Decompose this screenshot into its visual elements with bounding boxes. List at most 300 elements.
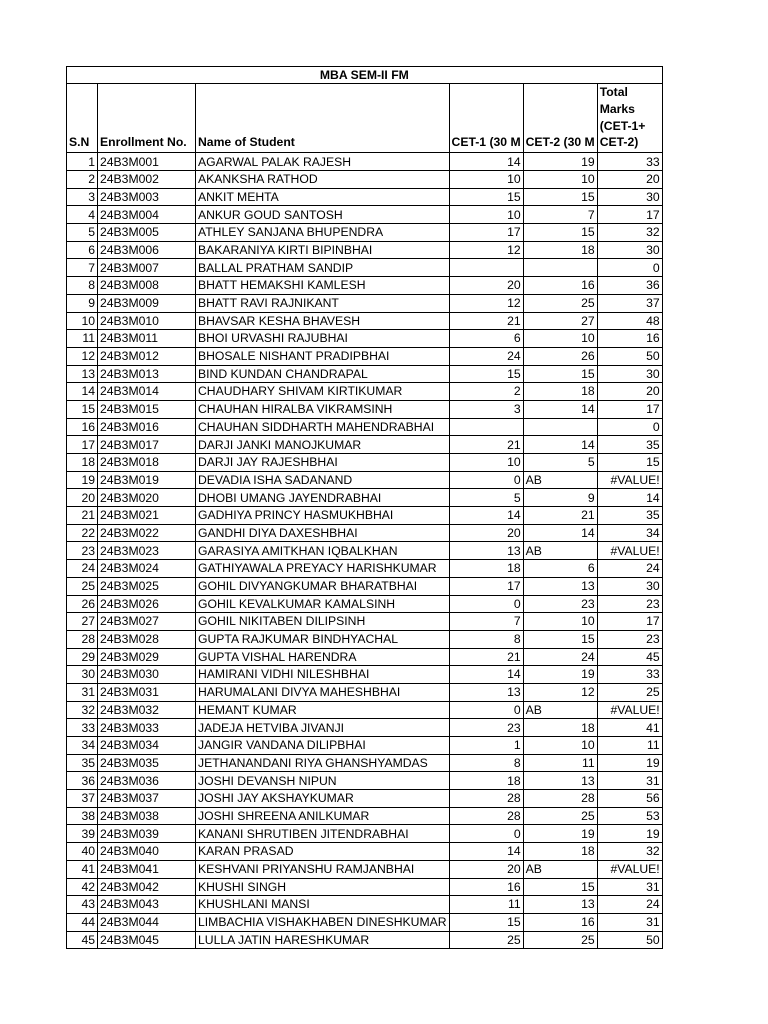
cell-student-name[interactable]: HAMIRANI VIDHI NILESHBHAI (196, 666, 450, 684)
cell-enrollment[interactable]: 24B3M017 (98, 436, 196, 454)
cell-cet1[interactable] (449, 259, 523, 277)
cell-student-name[interactable]: ANKIT MEHTA (196, 188, 450, 206)
cell-student-name[interactable]: ANKUR GOUD SANTOSH (196, 206, 450, 224)
cell-cet1[interactable]: 20 (449, 860, 523, 878)
cell-cet2[interactable]: 24 (523, 648, 597, 666)
cell-student-name[interactable]: DEVADIA ISHA SADANAND (196, 471, 450, 489)
cell-student-name[interactable]: LULLA JATIN HARESHKUMAR (196, 931, 450, 949)
cell-sn[interactable]: 37 (67, 790, 98, 808)
table-row (67, 383, 663, 401)
cell-total[interactable]: 32 (597, 843, 662, 861)
cell-cet1[interactable]: 17 (449, 224, 523, 242)
cell-cet2[interactable]: 28 (523, 790, 597, 808)
cell-enrollment[interactable]: 24B3M020 (98, 489, 196, 507)
table-row (67, 683, 663, 701)
cell-cet1[interactable]: 14 (449, 843, 523, 861)
cell-total[interactable]: 15 (597, 454, 662, 472)
cell-total[interactable]: 30 (597, 188, 662, 206)
cell-student-name[interactable]: HEMANT KUMAR (196, 701, 450, 719)
cell-student-name[interactable]: DHOBI UMANG JAYENDRABHAI (196, 489, 450, 507)
cell-sn[interactable]: 42 (67, 878, 98, 896)
cell-student-name[interactable]: GOHIL KEVALKUMAR KAMALSINH (196, 595, 450, 613)
cell-sn[interactable]: 2 (67, 171, 98, 189)
cell-enrollment[interactable]: 24B3M002 (98, 171, 196, 189)
cell-cet1[interactable]: 23 (449, 719, 523, 737)
cell-cet1[interactable]: 20 (449, 277, 523, 295)
cell-sn[interactable]: 20 (67, 489, 98, 507)
cell-sn[interactable]: 7 (67, 259, 98, 277)
cell-cet1[interactable]: 15 (449, 913, 523, 931)
cell-total[interactable]: 34 (597, 524, 662, 542)
cell-sn[interactable]: 28 (67, 630, 98, 648)
cell-cet2[interactable]: 6 (523, 560, 597, 578)
cell-cet2[interactable]: 13 (523, 577, 597, 595)
cell-sn[interactable]: 9 (67, 294, 98, 312)
cell-cet2[interactable]: 18 (523, 383, 597, 401)
cell-cet2[interactable]: 19 (523, 666, 597, 684)
cell-sn[interactable]: 29 (67, 648, 98, 666)
cell-student-name[interactable]: LIMBACHIA VISHAKHABEN DINESHKUMAR (196, 913, 450, 931)
cell-total[interactable]: 31 (597, 772, 662, 790)
cell-student-name[interactable]: HARUMALANI DIVYA MAHESHBHAI (196, 683, 450, 701)
cell-sn[interactable]: 17 (67, 436, 98, 454)
cell-cet1[interactable]: 21 (449, 648, 523, 666)
cell-total[interactable]: 11 (597, 737, 662, 755)
header-cet2[interactable]: CET-2 (30 M (523, 84, 597, 153)
cell-student-name[interactable]: KESHVANI PRIYANSHU RAMJANBHAI (196, 860, 450, 878)
cell-enrollment[interactable]: 24B3M042 (98, 878, 196, 896)
cell-enrollment[interactable]: 24B3M045 (98, 931, 196, 949)
cell-sn[interactable]: 19 (67, 471, 98, 489)
cell-sn[interactable]: 30 (67, 666, 98, 684)
cell-sn[interactable]: 13 (67, 365, 98, 383)
cell-student-name[interactable]: CHAUDHARY SHIVAM KIRTIKUMAR (196, 383, 450, 401)
cell-total[interactable]: 30 (597, 577, 662, 595)
cell-cet1[interactable]: 25 (449, 931, 523, 949)
cell-cet1[interactable]: 11 (449, 896, 523, 914)
cell-sn[interactable]: 34 (67, 737, 98, 755)
cell-total[interactable]: 48 (597, 312, 662, 330)
cell-enrollment[interactable]: 24B3M018 (98, 454, 196, 472)
cell-total[interactable]: #VALUE! (597, 860, 662, 878)
cell-cet2[interactable]: 12 (523, 683, 597, 701)
cell-cet2[interactable]: 10 (523, 330, 597, 348)
cell-cet1[interactable]: 14 (449, 153, 523, 171)
table-row (67, 790, 663, 808)
cell-cet2[interactable]: 9 (523, 489, 597, 507)
cell-cet1[interactable]: 16 (449, 878, 523, 896)
cell-enrollment[interactable]: 24B3M031 (98, 683, 196, 701)
cell-cet1[interactable]: 12 (449, 241, 523, 259)
cell-cet1[interactable]: 18 (449, 560, 523, 578)
cell-sn[interactable]: 12 (67, 347, 98, 365)
cell-student-name[interactable]: AKANKSHA RATHOD (196, 171, 450, 189)
cell-enrollment[interactable]: 24B3M023 (98, 542, 196, 560)
cell-total[interactable]: 17 (597, 400, 662, 418)
cell-enrollment[interactable]: 24B3M043 (98, 896, 196, 914)
cell-student-name[interactable]: KHUSHLANI MANSI (196, 896, 450, 914)
cell-cet2[interactable]: 23 (523, 595, 597, 613)
cell-total[interactable]: 36 (597, 277, 662, 295)
cell-total[interactable]: 0 (597, 418, 662, 436)
cell-cet2[interactable]: 7 (523, 206, 597, 224)
cell-student-name[interactable]: BAKARANIYA KIRTI BIPINBHAI (196, 241, 450, 259)
table-row (67, 560, 663, 578)
cell-cet2[interactable]: 14 (523, 524, 597, 542)
cell-enrollment[interactable]: 24B3M026 (98, 595, 196, 613)
cell-total[interactable]: 25 (597, 683, 662, 701)
cell-cet2[interactable]: 14 (523, 400, 597, 418)
table-row (67, 507, 663, 525)
cell-cet2[interactable]: 15 (523, 224, 597, 242)
cell-sn[interactable]: 3 (67, 188, 98, 206)
cell-student-name[interactable]: BALLAL PRATHAM SANDIP (196, 259, 450, 277)
cell-student-name[interactable]: CHAUHAN SIDDHARTH MAHENDRABHAI (196, 418, 450, 436)
table-row (67, 277, 663, 295)
cell-cet2[interactable]: 19 (523, 825, 597, 843)
cell-sn[interactable]: 16 (67, 418, 98, 436)
table-row (67, 772, 663, 790)
cell-cet1[interactable]: 2 (449, 383, 523, 401)
cell-total[interactable]: 30 (597, 241, 662, 259)
cell-sn[interactable]: 40 (67, 843, 98, 861)
cell-total[interactable]: 30 (597, 365, 662, 383)
cell-cet1[interactable]: 15 (449, 365, 523, 383)
table-row (67, 436, 663, 454)
cell-student-name[interactable]: GOHIL DIVYANGKUMAR BHARATBHAI (196, 577, 450, 595)
cell-enrollment[interactable]: 24B3M005 (98, 224, 196, 242)
cell-cet1[interactable]: 17 (449, 577, 523, 595)
cell-sn[interactable]: 21 (67, 507, 98, 525)
cell-cet1[interactable]: 5 (449, 489, 523, 507)
cell-enrollment[interactable]: 24B3M016 (98, 418, 196, 436)
cell-student-name[interactable]: JANGIR VANDANA DILIPBHAI (196, 737, 450, 755)
cell-sn[interactable]: 10 (67, 312, 98, 330)
cell-cet1[interactable]: 21 (449, 436, 523, 454)
cell-total[interactable]: 19 (597, 825, 662, 843)
cell-cet1[interactable]: 28 (449, 790, 523, 808)
cell-student-name[interactable]: BHOI URVASHI RAJUBHAI (196, 330, 450, 348)
cell-sn[interactable]: 27 (67, 613, 98, 631)
cell-cet2[interactable]: 14 (523, 436, 597, 454)
cell-cet1[interactable]: 28 (449, 807, 523, 825)
cell-cet2[interactable]: 5 (523, 454, 597, 472)
cell-student-name[interactable]: BHOSALE NISHANT PRADIPBHAI (196, 347, 450, 365)
cell-total[interactable]: 20 (597, 383, 662, 401)
table-row (67, 666, 663, 684)
cell-total[interactable]: 20 (597, 171, 662, 189)
table-row (67, 206, 663, 224)
cell-student-name[interactable]: JOSHI JAY AKSHAYKUMAR (196, 790, 450, 808)
cell-cet2[interactable]: 10 (523, 613, 597, 631)
header-total-marks[interactable]: Total Marks (CET-1+ CET-2) (597, 84, 662, 153)
cell-cet1[interactable]: 7 (449, 613, 523, 631)
cell-sn[interactable]: 11 (67, 330, 98, 348)
cell-sn[interactable]: 32 (67, 701, 98, 719)
cell-total[interactable]: 14 (597, 489, 662, 507)
cell-total[interactable]: 53 (597, 807, 662, 825)
cell-enrollment[interactable]: 24B3M044 (98, 913, 196, 931)
cell-enrollment[interactable]: 24B3M001 (98, 153, 196, 171)
cell-total[interactable]: 56 (597, 790, 662, 808)
cell-student-name[interactable]: KANANI SHRUTIBEN JITENDRABHAI (196, 825, 450, 843)
cell-sn[interactable]: 18 (67, 454, 98, 472)
cell-cet2[interactable]: 16 (523, 913, 597, 931)
cell-cet1[interactable]: 12 (449, 294, 523, 312)
cell-enrollment[interactable]: 24B3M011 (98, 330, 196, 348)
cell-student-name[interactable]: BIND KUNDAN CHANDRAPAL (196, 365, 450, 383)
table-row (67, 807, 663, 825)
cell-cet2[interactable]: 10 (523, 171, 597, 189)
cell-total[interactable]: 23 (597, 630, 662, 648)
cell-enrollment[interactable]: 24B3M012 (98, 347, 196, 365)
cell-cet2[interactable]: 27 (523, 312, 597, 330)
cell-student-name[interactable]: CHAUHAN HIRALBA VIKRAMSINH (196, 400, 450, 418)
cell-cet2[interactable]: 13 (523, 772, 597, 790)
cell-cet1[interactable]: 8 (449, 754, 523, 772)
cell-cet1[interactable]: 10 (449, 171, 523, 189)
cell-cet1[interactable]: 0 (449, 701, 523, 719)
cell-sn[interactable]: 45 (67, 931, 98, 949)
cell-cet1[interactable]: 6 (449, 330, 523, 348)
cell-total[interactable]: 24 (597, 560, 662, 578)
cell-sn[interactable]: 6 (67, 241, 98, 259)
cell-student-name[interactable]: JETHANANDANI RIYA GHANSHYAMDAS (196, 754, 450, 772)
cell-cet1[interactable]: 10 (449, 206, 523, 224)
cell-enrollment[interactable]: 24B3M037 (98, 790, 196, 808)
cell-student-name[interactable]: BHATT HEMAKSHI KAMLESH (196, 277, 450, 295)
cell-enrollment[interactable]: 24B3M006 (98, 241, 196, 259)
cell-cet1[interactable]: 14 (449, 666, 523, 684)
cell-enrollment[interactable]: 24B3M038 (98, 807, 196, 825)
cell-cet1[interactable]: 3 (449, 400, 523, 418)
cell-student-name[interactable]: JADEJA HETVIBA JIVANJI (196, 719, 450, 737)
cell-enrollment[interactable]: 24B3M034 (98, 737, 196, 755)
cell-cet1[interactable]: 10 (449, 454, 523, 472)
cell-total[interactable]: 0 (597, 259, 662, 277)
cell-total[interactable]: 31 (597, 878, 662, 896)
cell-sn[interactable]: 1 (67, 153, 98, 171)
cell-cet2[interactable]: 13 (523, 896, 597, 914)
cell-total[interactable]: 17 (597, 206, 662, 224)
cell-sn[interactable]: 14 (67, 383, 98, 401)
cell-student-name[interactable]: JOSHI SHREENA ANILKUMAR (196, 807, 450, 825)
cell-sn[interactable]: 33 (67, 719, 98, 737)
cell-student-name[interactable]: GARASIYA AMITKHAN IQBALKHAN (196, 542, 450, 560)
cell-cet2[interactable]: 16 (523, 277, 597, 295)
cell-student-name[interactable]: AGARWAL PALAK RAJESH (196, 153, 450, 171)
cell-sn[interactable]: 44 (67, 913, 98, 931)
cell-enrollment[interactable]: 24B3M022 (98, 524, 196, 542)
cell-enrollment[interactable]: 24B3M027 (98, 613, 196, 631)
cell-cet2[interactable]: 10 (523, 737, 597, 755)
cell-cet1[interactable]: 1 (449, 737, 523, 755)
cell-sn[interactable]: 23 (67, 542, 98, 560)
cell-sn[interactable]: 39 (67, 825, 98, 843)
cell-total[interactable]: 32 (597, 224, 662, 242)
cell-sn[interactable]: 8 (67, 277, 98, 295)
cell-sn[interactable]: 25 (67, 577, 98, 595)
cell-sn[interactable]: 38 (67, 807, 98, 825)
cell-cet2[interactable]: 15 (523, 365, 597, 383)
cell-total[interactable]: 33 (597, 666, 662, 684)
header-enrollment[interactable]: Enrollment No. (98, 84, 196, 153)
cell-student-name[interactable]: ATHLEY SANJANA BHUPENDRA (196, 224, 450, 242)
cell-cet1[interactable]: 20 (449, 524, 523, 542)
cell-enrollment[interactable]: 24B3M039 (98, 825, 196, 843)
cell-sn[interactable]: 24 (67, 560, 98, 578)
cell-total[interactable]: 37 (597, 294, 662, 312)
cell-enrollment[interactable]: 24B3M030 (98, 666, 196, 684)
cell-enrollment[interactable]: 24B3M010 (98, 312, 196, 330)
table-row (67, 913, 663, 931)
cell-total[interactable]: #VALUE! (597, 542, 662, 560)
cell-enrollment[interactable]: 24B3M004 (98, 206, 196, 224)
cell-total[interactable]: 16 (597, 330, 662, 348)
cell-cet2[interactable]: 26 (523, 347, 597, 365)
cell-enrollment[interactable]: 24B3M014 (98, 383, 196, 401)
cell-enrollment[interactable]: 24B3M028 (98, 630, 196, 648)
table-row (67, 896, 663, 914)
cell-total[interactable]: 50 (597, 347, 662, 365)
cell-cet2[interactable]: 21 (523, 507, 597, 525)
cell-student-name[interactable]: BHATT RAVI RAJNIKANT (196, 294, 450, 312)
cell-enrollment[interactable]: 24B3M025 (98, 577, 196, 595)
cell-total[interactable]: 24 (597, 896, 662, 914)
cell-cet2[interactable]: 15 (523, 630, 597, 648)
cell-total[interactable]: 31 (597, 913, 662, 931)
cell-cet1[interactable]: 0 (449, 595, 523, 613)
cell-cet2[interactable]: 25 (523, 931, 597, 949)
cell-total[interactable]: #VALUE! (597, 701, 662, 719)
cell-sn[interactable]: 5 (67, 224, 98, 242)
cell-cet2[interactable]: AB (523, 542, 597, 560)
cell-total[interactable]: 23 (597, 595, 662, 613)
cell-sn[interactable]: 43 (67, 896, 98, 914)
cell-cet2[interactable]: AB (523, 860, 597, 878)
cell-total[interactable]: 17 (597, 613, 662, 631)
header-cet1[interactable]: CET-1 (30 M (449, 84, 523, 153)
cell-cet2[interactable]: 18 (523, 843, 597, 861)
table-row (67, 153, 663, 171)
cell-cet1[interactable]: 13 (449, 542, 523, 560)
cell-cet1[interactable]: 14 (449, 507, 523, 525)
cell-student-name[interactable]: GUPTA VISHAL HARENDRA (196, 648, 450, 666)
cell-enrollment[interactable]: 24B3M029 (98, 648, 196, 666)
table-row (67, 259, 663, 277)
cell-cet2[interactable]: 19 (523, 153, 597, 171)
title-row (67, 67, 663, 84)
cell-cet2[interactable]: AB (523, 701, 597, 719)
cell-total[interactable]: 35 (597, 436, 662, 454)
header-student-name[interactable]: Name of Student (196, 84, 450, 153)
cell-student-name[interactable]: DARJI JAY RAJESHBHAI (196, 454, 450, 472)
cell-sn[interactable]: 35 (67, 754, 98, 772)
table-row (67, 542, 663, 560)
cell-total[interactable]: 45 (597, 648, 662, 666)
cell-student-name[interactable]: JOSHI DEVANSH NIPUN (196, 772, 450, 790)
cell-enrollment[interactable]: 24B3M032 (98, 701, 196, 719)
table-row (67, 860, 663, 878)
table-row (67, 719, 663, 737)
cell-cet2[interactable]: 15 (523, 188, 597, 206)
cell-sn[interactable]: 41 (67, 860, 98, 878)
cell-enrollment[interactable]: 24B3M009 (98, 294, 196, 312)
table-row (67, 737, 663, 755)
cell-total[interactable]: 19 (597, 754, 662, 772)
cell-cet1[interactable]: 8 (449, 630, 523, 648)
cell-enrollment[interactable]: 24B3M007 (98, 259, 196, 277)
cell-cet2[interactable]: 25 (523, 807, 597, 825)
cell-cet1[interactable]: 18 (449, 772, 523, 790)
cell-cet2[interactable] (523, 418, 597, 436)
cell-enrollment[interactable]: 24B3M040 (98, 843, 196, 861)
cell-student-name[interactable]: DARJI JANKI MANOJKUMAR (196, 436, 450, 454)
cell-enrollment[interactable]: 24B3M013 (98, 365, 196, 383)
cell-total[interactable]: #VALUE! (597, 471, 662, 489)
cell-cet2[interactable] (523, 259, 597, 277)
cell-enrollment[interactable]: 24B3M041 (98, 860, 196, 878)
cell-student-name[interactable]: GADHIYA PRINCY HASMUKHBHAI (196, 507, 450, 525)
cell-cet2[interactable]: 18 (523, 241, 597, 259)
cell-sn[interactable]: 31 (67, 683, 98, 701)
cell-cet1[interactable]: 13 (449, 683, 523, 701)
cell-sn[interactable]: 15 (67, 400, 98, 418)
cell-cet1[interactable] (449, 418, 523, 436)
cell-cet2[interactable]: 25 (523, 294, 597, 312)
table-row (67, 701, 663, 719)
cell-cet1[interactable]: 0 (449, 471, 523, 489)
cell-student-name[interactable]: KHUSHI SINGH (196, 878, 450, 896)
header-sn[interactable]: S.N (67, 84, 98, 153)
cell-student-name[interactable]: KARAN PRASAD (196, 843, 450, 861)
cell-cet2[interactable]: 18 (523, 719, 597, 737)
cell-cet2[interactable]: 11 (523, 754, 597, 772)
cell-cet1[interactable]: 21 (449, 312, 523, 330)
cell-total[interactable]: 50 (597, 931, 662, 949)
cell-student-name[interactable]: BHAVSAR KESHA BHAVESH (196, 312, 450, 330)
cell-enrollment[interactable]: 24B3M008 (98, 277, 196, 295)
cell-enrollment[interactable]: 24B3M003 (98, 188, 196, 206)
cell-enrollment[interactable]: 24B3M019 (98, 471, 196, 489)
cell-cet2[interactable]: 15 (523, 878, 597, 896)
table-row (67, 931, 663, 949)
cell-student-name[interactable]: GOHIL NIKITABEN DILIPSINH (196, 613, 450, 631)
cell-sn[interactable]: 26 (67, 595, 98, 613)
cell-enrollment[interactable]: 24B3M015 (98, 400, 196, 418)
cell-student-name[interactable]: GUPTA RAJKUMAR BINDHYACHAL (196, 630, 450, 648)
cell-sn[interactable]: 4 (67, 206, 98, 224)
table-row (67, 595, 663, 613)
cell-student-name[interactable]: GATHIYAWALA PREYACY HARISHKUMAR (196, 560, 450, 578)
cell-enrollment[interactable]: 24B3M024 (98, 560, 196, 578)
cell-sn[interactable]: 36 (67, 772, 98, 790)
cell-cet2[interactable]: AB (523, 471, 597, 489)
cell-cet1[interactable]: 15 (449, 188, 523, 206)
cell-total[interactable]: 35 (597, 507, 662, 525)
cell-student-name[interactable]: GANDHI DIYA DAXESHBHAI (196, 524, 450, 542)
cell-total[interactable]: 41 (597, 719, 662, 737)
cell-cet1[interactable]: 0 (449, 825, 523, 843)
cell-enrollment[interactable]: 24B3M035 (98, 754, 196, 772)
cell-enrollment[interactable]: 24B3M021 (98, 507, 196, 525)
cell-enrollment[interactable]: 24B3M033 (98, 719, 196, 737)
sheet-title[interactable]: MBA SEM-II FM (67, 67, 663, 84)
cell-enrollment[interactable]: 24B3M036 (98, 772, 196, 790)
cell-cet1[interactable]: 24 (449, 347, 523, 365)
cell-sn[interactable]: 22 (67, 524, 98, 542)
cell-total[interactable]: 33 (597, 153, 662, 171)
